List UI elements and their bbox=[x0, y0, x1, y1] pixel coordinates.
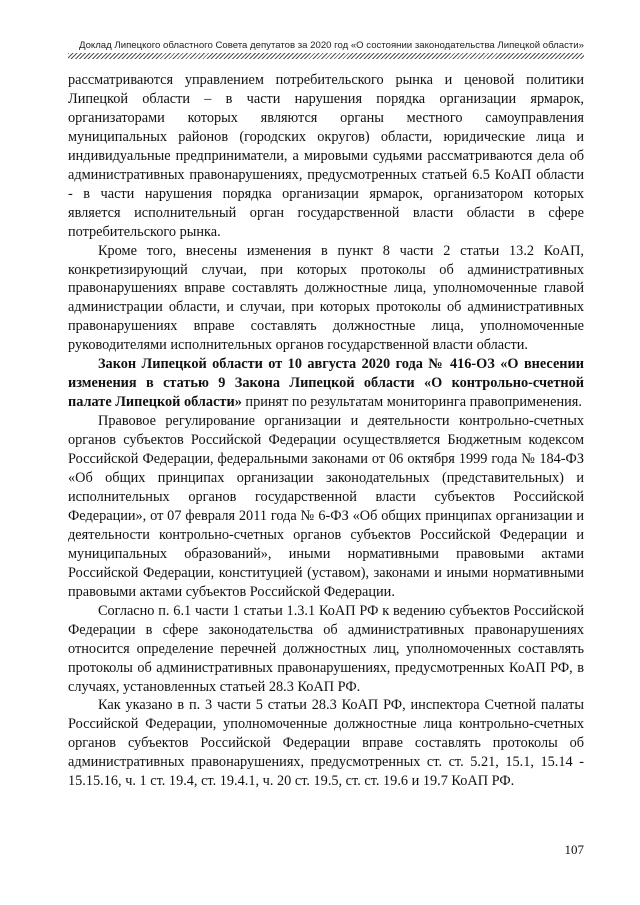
paragraph-legal-regulation: Правовое регулирование организации и деятельности контрольно-счетных органов субъектов Российской Федерации осуществляется Бюджетным кодексом Российской Федерации, федеральными законами от 06 октября 1999 года № 184-ФЗ «Об общих принципах организации законодательных (представительных) и исполнительных органов государственной власти субъектов Российской Федерации», от 07 февраля 2011 года № 6-ФЗ «Об общих принципах организации и деятельности контрольно-счетных органов субъектов Российской Федерации и муниципальных образований», иными нормативными правовыми актами Российской Федерации, конституцией (уставом), законами и иными нормативными правовыми актами субъектов Российской Федерации. bbox=[68, 413, 584, 600]
paragraph-koap-28-3: Как указано в п. 3 части 5 статьи 28.3 КоАП РФ, инспектора Счетной палаты Российской Федерации, уполномоченные должностные лица контрольно-счетных органов субъектов Российской Федерации вправе составлять протоколы об административных правонарушениях, предусмотренных ст. ст. 5.21, 15.1, 15.14 - 15.15.16, ч. 1 ст. 19.4, ст. 19.4.1, ч. 20 ст. 19.5, ст. ст. 19.6 и 19.7 КоАП РФ. bbox=[68, 697, 584, 790]
page-number: 107 bbox=[564, 842, 584, 857]
body-text bbox=[68, 71, 584, 791]
law-title-tail: принят по результатам мониторинга правоприменения. bbox=[241, 394, 582, 411]
paragraph-continuation: рассматриваются управлением потребительского рынка и ценовой политики Липецкой области – в части нарушения порядка организации ярмарок, организаторами которых являются органы местного самоуправления муниципальных районов (городских округов) области, юридические лица и индивидуальные предприниматели, а мировыми судьями рассматриваются дела об административных правонарушениях, предусмотренных статьей 6.5 КоАП области - в части нарушения порядка организации ярмарок, организатором которых является исполнительный орган государственной власти области в сфере потребительского рынка. bbox=[68, 72, 584, 240]
paragraph-koap-1-3-1: Согласно п. 6.1 части 1 статьи 1.3.1 КоАП РФ к ведению субъектов Российской Федерации в сфере законодательства об административных правонарушениях относится определение перечней должностных лиц, уполномоченных составлять протоколы об административных правонарушениях, предусмотренных КоАП РФ, в случаях, установленных статьей 28.3 КоАП РФ. bbox=[68, 602, 584, 695]
header-rule bbox=[68, 53, 584, 59]
paragraph-law-416 bbox=[68, 355, 584, 412]
running-header: Доклад Липецкого областного Совета депутатов за 2020 год «О состоянии законодательства Липецкой области» bbox=[78, 40, 584, 51]
law-title: Закон Липецкой области от 10 августа 2020 года № 416-ОЗ «О внесении изменения в статью 9 Закона Липецкой области «О контрольно-счетной палате Липецкой области» bbox=[68, 356, 584, 411]
paragraph-amendments: Кроме того, внесены изменения в пункт 8 части 2 статьи 13.2 КоАП, конкретизирующий случаи, при которых протоколы об административных правонарушениях вправе составлять должностные лица, уполномоченные главой администрации области, и случаи, при которых протоколы об административных правонарушениях вправе составлять должностные лица, уполномоченные руководителями исполнительных органов государственной власти области. bbox=[68, 242, 584, 354]
